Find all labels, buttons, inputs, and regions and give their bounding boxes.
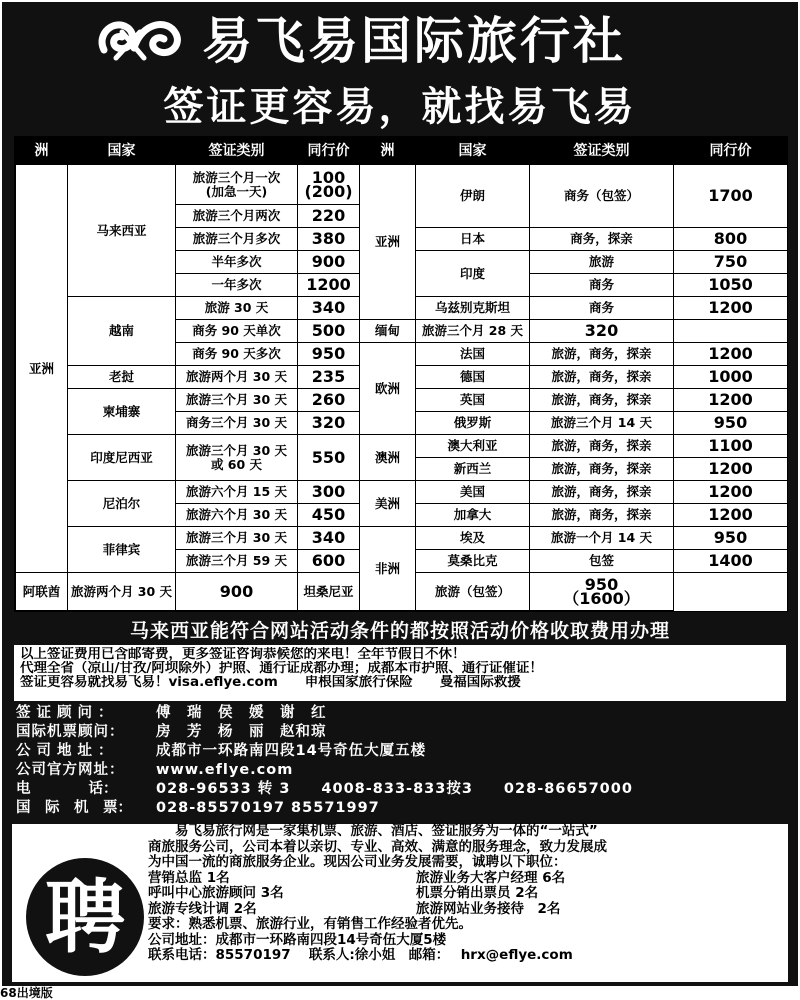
contact-label: 国际机票顾问： bbox=[16, 724, 125, 740]
recruit-contact: 联系电话：85570197 联系人:徐小姐 邮箱： hrx@eflye.com bbox=[148, 947, 573, 963]
price-cell: 950 bbox=[298, 343, 360, 366]
country-cell: 缅甸 bbox=[360, 320, 416, 343]
visa-type-cell: 旅游，商务，探亲 bbox=[530, 366, 674, 389]
price-cell: 320 bbox=[298, 412, 360, 435]
brand-name: 易飞易国际旅行社 bbox=[202, 12, 626, 70]
recruitment-box bbox=[12, 824, 788, 982]
recruit-text bbox=[148, 824, 784, 964]
country-cell: 俄罗斯 bbox=[416, 412, 530, 435]
visa-type-cell: 旅游三个月 28 天 bbox=[416, 320, 530, 343]
visa-type-cell: 旅游两个月 30 天 bbox=[176, 366, 298, 389]
recruit-requirement: 要求：熟悉机票、旅游行业，有销售工作经验者优先。 bbox=[148, 916, 472, 932]
visa-type-cell: 旅游三个月多次 bbox=[176, 228, 298, 251]
price-cell: 1200 bbox=[674, 504, 788, 527]
notice-line: 以上签证费用已含邮寄费，更多签证咨询恭候您的来电！全年节假日不休！ bbox=[20, 647, 466, 661]
price-cell: 320 bbox=[530, 320, 674, 343]
price-cell: 750 bbox=[674, 251, 788, 274]
continent-cell: 亚洲 bbox=[16, 165, 68, 573]
table-row bbox=[16, 165, 788, 205]
visa-type-cell: 旅游，商务，探亲 bbox=[530, 504, 674, 527]
price-cell: 600 bbox=[298, 550, 360, 573]
contact-row bbox=[16, 761, 786, 780]
country-cell: 柬埔寨 bbox=[68, 389, 176, 435]
continent-cell: 澳洲 bbox=[360, 435, 416, 481]
country-cell: 印度 bbox=[416, 251, 530, 297]
country-cell: 乌兹别克斯坦 bbox=[416, 297, 530, 320]
notice-line: 签证更容易就找易飞易！visa.eflye.com 申根国家旅行保险 曼福国际救援 bbox=[20, 675, 521, 689]
price-cell: 1050 bbox=[674, 274, 788, 297]
recruit-intro-line: 易飞易旅行网是一家集机票、旅游、酒店、签证服务为一体的“一站式” bbox=[148, 823, 598, 839]
contact-value: www.eflye.com bbox=[156, 762, 294, 778]
price-cell: 340 bbox=[298, 297, 360, 320]
country-cell: 阿联酋 bbox=[16, 573, 68, 611]
visa-type-cell: 旅游一个月 14 天 bbox=[530, 527, 674, 550]
visa-type-cell: 旅游三个月 30 天 bbox=[176, 527, 298, 550]
price-cell: 950 bbox=[674, 527, 788, 550]
position-item: 营销总监 1名 bbox=[148, 869, 230, 886]
country-cell: 新西兰 bbox=[416, 458, 530, 481]
position-row bbox=[148, 886, 784, 902]
price-cell: 220 bbox=[298, 205, 360, 228]
recruit-intro-line: 为中国一流的商旅服务企业。现因公司业务发展需要，诚聘以下职位： bbox=[148, 854, 567, 870]
contact-value: 成都市一环路南四段14号奇伍大厦五楼 bbox=[156, 743, 427, 759]
contact-row bbox=[16, 780, 786, 799]
visa-type-cell: 旅游（包签） bbox=[416, 573, 530, 611]
col-header-visa-type: 签证类别 bbox=[176, 138, 298, 165]
col-header-continent: 洲 bbox=[16, 138, 68, 165]
contact-value: 028-96533 转 3 4008-833-833按3 028-86657000 bbox=[156, 781, 633, 797]
country-cell: 埃及 bbox=[416, 527, 530, 550]
contact-label: 电 话： bbox=[16, 781, 118, 797]
table-row bbox=[16, 481, 788, 504]
contact-label: 国 际 机 票： bbox=[16, 800, 132, 816]
price-cell: 900 bbox=[298, 251, 360, 274]
visa-type-cell: 旅游，商务，探亲 bbox=[530, 481, 674, 504]
country-cell: 尼泊尔 bbox=[68, 481, 176, 527]
price-cell: 900 bbox=[176, 573, 298, 611]
visa-type-cell: 旅游两个月 30 天 bbox=[68, 573, 176, 611]
price-cell: 1700 bbox=[674, 165, 788, 228]
position-row bbox=[148, 871, 784, 887]
price-cell: 340 bbox=[298, 527, 360, 550]
ad-header bbox=[2, 2, 798, 134]
visa-type-cell: 包签 bbox=[530, 550, 674, 573]
country-cell: 菲律宾 bbox=[68, 527, 176, 573]
visa-type-cell: 商务 90 天多次 bbox=[176, 343, 298, 366]
col-header-price: 同行价 bbox=[298, 138, 360, 165]
recruit-calligraphy-mark: 聘 bbox=[26, 858, 144, 976]
price-cell: 300 bbox=[298, 481, 360, 504]
country-cell: 日本 bbox=[416, 228, 530, 251]
contact-row bbox=[16, 723, 786, 742]
country-cell: 伊朗 bbox=[416, 165, 530, 228]
visa-type-cell: 旅游，商务，探亲 bbox=[530, 343, 674, 366]
price-cell: 1100 bbox=[674, 435, 788, 458]
recruit-intro-line: 商旅服务公司，公司本着以亲切、专业、高效、满意的服务理念，致力发展成 bbox=[148, 838, 607, 855]
price-cell: 500 bbox=[298, 320, 360, 343]
continent-cell: 欧洲 bbox=[360, 343, 416, 435]
price-cell: 1200 bbox=[674, 297, 788, 320]
contact-value: 房 芳 杨 丽 赵和琼 bbox=[156, 724, 327, 740]
price-cell: 550 bbox=[298, 435, 360, 481]
contact-label: 公司地址： bbox=[16, 743, 119, 759]
visa-type-cell: 旅游三个月 59 天 bbox=[176, 550, 298, 573]
price-cell: 1200 bbox=[674, 458, 788, 481]
slogan: 签证更容易，就找易飞易 bbox=[163, 84, 637, 130]
position-item: 呼叫中心旅游顾问 3名 bbox=[148, 885, 284, 901]
price-cell: 950 bbox=[674, 412, 788, 435]
position-item: 旅游专线计调 2名 bbox=[148, 900, 257, 917]
country-cell: 加拿大 bbox=[416, 504, 530, 527]
price-cell: 1200 bbox=[674, 343, 788, 366]
visa-type-cell: 旅游六个月 15 天 bbox=[176, 481, 298, 504]
col-header-visa-type: 签证类别 bbox=[530, 138, 674, 165]
visa-type-cell: 一年多次 bbox=[176, 274, 298, 297]
visa-type-cell: 商务，探亲 bbox=[530, 228, 674, 251]
position-row bbox=[148, 902, 784, 918]
price-cell: 450 bbox=[298, 504, 360, 527]
country-cell: 法国 bbox=[416, 343, 530, 366]
country-cell: 马来西亚 bbox=[68, 165, 176, 297]
contact-row bbox=[16, 799, 786, 818]
visa-type-cell: 商务（包签） bbox=[530, 165, 674, 228]
price-cell: 950 （1600） bbox=[530, 573, 674, 611]
price-cell: 1200 bbox=[674, 481, 788, 504]
position-item: 机票分销出票员 2名 bbox=[416, 885, 539, 901]
price-cell: 235 bbox=[298, 366, 360, 389]
contact-row bbox=[16, 704, 786, 723]
continent-cell: 美洲 bbox=[360, 481, 416, 527]
contact-label: 公司官方网址： bbox=[16, 762, 125, 778]
price-cell: 100 (200) bbox=[298, 165, 360, 205]
position-item: 旅游业务大客户经理 6名 bbox=[416, 869, 566, 886]
visa-type-cell: 旅游，商务，探亲 bbox=[530, 389, 674, 412]
visa-price-table bbox=[14, 136, 788, 612]
recruit-address: 公司地址：成都市一环路南四段14号奇伍大厦5楼 bbox=[148, 931, 447, 948]
price-cell: 1000 bbox=[674, 366, 788, 389]
country-cell: 德国 bbox=[416, 366, 530, 389]
visa-type-cell: 旅游，商务，探亲 bbox=[530, 458, 674, 481]
malaysia-promo-banner: 马来西亚能符合网站活动条件的都按照活动价格收取费用办理 bbox=[129, 620, 670, 642]
price-cell: 1200 bbox=[298, 274, 360, 297]
country-cell: 澳大利亚 bbox=[416, 435, 530, 458]
country-cell: 老挝 bbox=[68, 366, 176, 389]
visa-type-cell: 旅游三个月 14 天 bbox=[530, 412, 674, 435]
visa-type-cell: 商务三个月 30 天 bbox=[176, 412, 298, 435]
price-cell: 1200 bbox=[674, 389, 788, 412]
price-cell: 800 bbox=[674, 228, 788, 251]
visa-type-cell: 旅游三个月两次 bbox=[176, 205, 298, 228]
country-cell: 印度尼西亚 bbox=[68, 435, 176, 481]
col-header-price: 同行价 bbox=[674, 138, 788, 165]
visa-type-cell: 商务 bbox=[530, 297, 674, 320]
visa-type-cell: 旅游三个月 30 天 bbox=[176, 389, 298, 412]
page-footer: 68出境版 bbox=[0, 986, 53, 1000]
country-cell: 莫桑比克 bbox=[416, 550, 530, 573]
col-header-country: 国家 bbox=[68, 138, 176, 165]
visa-type-cell: 商务 90 天单次 bbox=[176, 320, 298, 343]
contact-label: 签证顾问： bbox=[16, 705, 119, 721]
contact-info bbox=[16, 704, 786, 818]
continent-cell: 非洲 bbox=[360, 527, 416, 611]
visa-type-cell: 半年多次 bbox=[176, 251, 298, 274]
travel-agency-advertisement bbox=[2, 2, 798, 986]
price-cell: 1400 bbox=[674, 550, 788, 573]
visa-type-cell: 旅游 30 天 bbox=[176, 297, 298, 320]
swirl-logo-icon bbox=[94, 12, 190, 68]
col-header-country: 国家 bbox=[416, 138, 530, 165]
table-row bbox=[16, 435, 788, 458]
contact-row bbox=[16, 742, 786, 761]
position-item: 旅游网站业务接待 2名 bbox=[416, 900, 561, 917]
country-cell: 美国 bbox=[416, 481, 530, 504]
visa-type-cell: 旅游六个月 30 天 bbox=[176, 504, 298, 527]
country-cell: 越南 bbox=[68, 297, 176, 366]
table-row bbox=[16, 527, 788, 550]
continent-cell: 亚洲 bbox=[360, 165, 416, 320]
visa-type-cell: 商务 bbox=[530, 274, 674, 297]
table-header-row bbox=[16, 138, 788, 165]
price-cell: 260 bbox=[298, 389, 360, 412]
visa-type-cell: 旅游三个月一次 (加急一天) bbox=[176, 165, 298, 205]
visa-type-cell: 旅游 bbox=[530, 251, 674, 274]
notice-box bbox=[14, 645, 786, 701]
contact-value: 028-85570197 85571997 bbox=[156, 800, 380, 816]
contact-value: 傅 瑞 侯 媛 谢 红 bbox=[156, 705, 327, 721]
col-header-continent: 洲 bbox=[360, 138, 416, 165]
notice-line: 代理全省（凉山/甘孜/阿坝除外）护照、通行证成都办理；成都本市护照、通行证催证！ bbox=[20, 661, 543, 675]
country-cell: 坦桑尼亚 bbox=[298, 573, 360, 611]
visa-type-cell: 旅游三个月 30 天 或 60 天 bbox=[176, 435, 298, 481]
price-cell: 380 bbox=[298, 228, 360, 251]
country-cell: 英国 bbox=[416, 389, 530, 412]
visa-type-cell: 旅游，商务，探亲 bbox=[530, 435, 674, 458]
